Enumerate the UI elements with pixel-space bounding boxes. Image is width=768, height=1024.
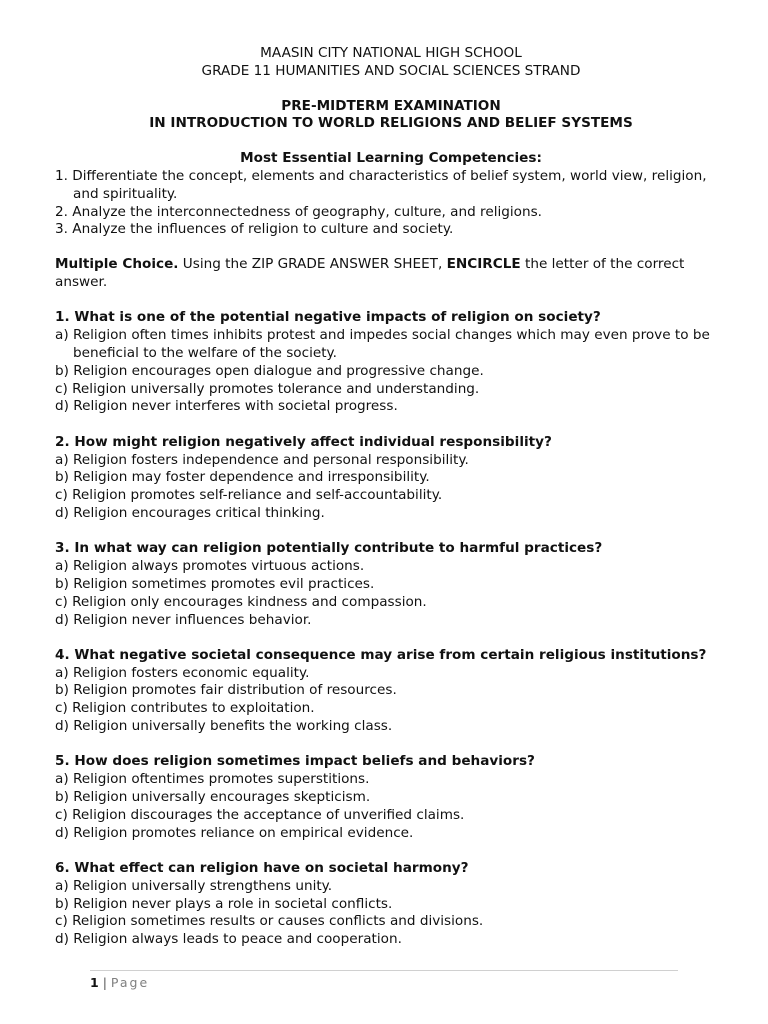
question-block (55, 860, 727, 949)
exam-subject: IN INTRODUCTION TO WORLD RELIGIONS AND BELIEF SYSTEMS (149, 115, 633, 132)
answer-option: d) Religion universally benefits the working class. (55, 718, 393, 735)
answer-option: c) Religion discourages the acceptance of unverified claims. (55, 806, 465, 823)
strand-name: GRADE 11 HUMANITIES AND SOCIAL SCIENCES STRAND (201, 62, 581, 79)
page-label: Page (110, 975, 150, 990)
answer-option: b) Religion sometimes promotes evil practices. (55, 575, 375, 592)
instructions (55, 256, 727, 292)
page-separator: | (102, 975, 107, 990)
question-block (55, 647, 727, 736)
answer-option: b) Religion never plays a role in societal conflicts. (55, 895, 393, 912)
answer-option: b) Religion universally encourages skepticism. (55, 789, 371, 806)
exam-title: PRE-MIDTERM EXAMINATION (281, 97, 501, 114)
page-footer (90, 975, 149, 991)
page-number: 1 (90, 975, 99, 990)
answer-option: c) Religion universally promotes tolerance and understanding. (55, 380, 480, 397)
question-stem: 4. What negative societal consequence may arise from certain religious institutions? (55, 646, 707, 663)
answer-option: c) Religion contributes to exploitation. (55, 700, 315, 717)
instructions-text: Using the ZIP GRADE ANSWER SHEET, (178, 256, 447, 273)
melc-list (55, 168, 727, 239)
instructions-label: Multiple Choice. (55, 256, 179, 273)
answer-option: d) Religion never influences behavior. (55, 611, 312, 628)
instructions-text-end: the letter of the correct answer. (55, 256, 685, 290)
answer-option: b) Religion encourages open dialogue and progressive change. (55, 362, 484, 379)
answer-option: b) Religion promotes fair distribution of resources. (55, 682, 397, 699)
answer-option: a) Religion often times inhibits protest and impedes social changes which may even prove to be beneficial to the welfare of the society. (55, 327, 710, 361)
melc-item: 3. Analyze the influences of religion to culture and society. (55, 221, 454, 238)
answer-option: d) Religion always leads to peace and cooperation. (55, 931, 402, 948)
question-block (55, 540, 727, 629)
answer-option: a) Religion always promotes virtuous actions. (55, 558, 365, 575)
melc-title: Most Essential Learning Competencies: (240, 150, 542, 167)
document-body (55, 45, 727, 949)
question-block (55, 434, 727, 523)
answer-option: a) Religion fosters independence and personal responsibility. (55, 451, 469, 468)
footer-divider (90, 970, 678, 971)
answer-option: a) Religion universally strengthens unity. (55, 877, 333, 894)
question-list (55, 309, 727, 949)
question-stem: 6. What effect can religion have on societal harmony? (55, 860, 469, 877)
school-name: MAASIN CITY NATIONAL HIGH SCHOOL (260, 45, 522, 61)
melc-item: 1. Differentiate the concept, elements and characteristics of belief system, world view, religion, and spirituality. (55, 167, 707, 202)
answer-option: d) Religion encourages critical thinking. (55, 504, 325, 521)
answer-option: c) Religion promotes self-reliance and self-accountability. (55, 487, 443, 504)
answer-option: a) Religion oftentimes promotes superstitions. (55, 771, 370, 788)
answer-option: c) Religion sometimes results or causes conflicts and divisions. (55, 913, 484, 930)
answer-option: d) Religion never interferes with societal progress. (55, 398, 398, 415)
answer-option: c) Religion only encourages kindness and compassion. (55, 593, 427, 610)
question-block (55, 753, 727, 842)
answer-option: b) Religion may foster dependence and irresponsibility. (55, 469, 430, 486)
question-stem: 1. What is one of the potential negative impacts of religion on society? (55, 309, 601, 326)
answer-option: d) Religion promotes reliance on empirical evidence. (55, 824, 414, 841)
question-block (55, 309, 727, 416)
melc-item: 2. Analyze the interconnectedness of geography, culture, and religions. (55, 203, 542, 220)
question-stem: 2. How might religion negatively affect individual responsibility? (55, 433, 552, 450)
answer-option: a) Religion fosters economic equality. (55, 664, 310, 681)
instructions-emphasis: ENCIRCLE (446, 256, 521, 273)
question-stem: 3. In what way can religion potentially contribute to harmful practices? (55, 540, 603, 557)
question-stem: 5. How does religion sometimes impact beliefs and behaviors? (55, 753, 535, 770)
